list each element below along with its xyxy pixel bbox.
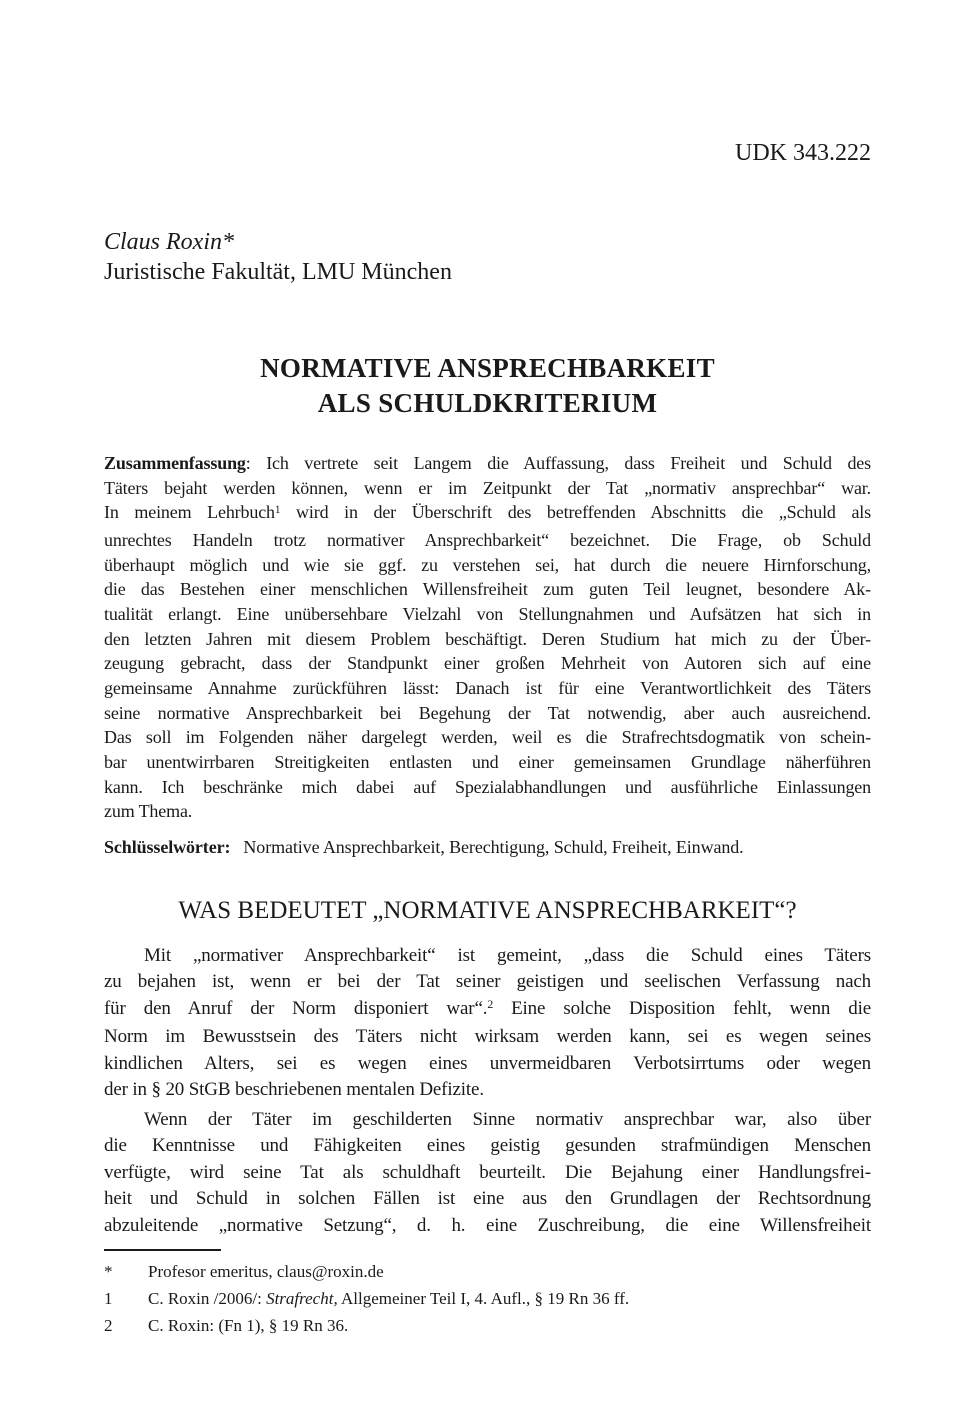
text-segment: der in § 20 StGB beschriebenen mentalen Defizite. <box>104 1079 484 1101</box>
abstract-section <box>104 451 871 824</box>
body-paragraph-2 <box>104 1107 871 1239</box>
text-line <box>104 651 871 676</box>
author-block <box>104 227 871 287</box>
text-segment: kindlichen Alters, sei es wegen eines unvermeidbaren Verbotsirrtums oder wegen <box>104 1052 871 1074</box>
text-line <box>104 775 871 800</box>
text-segment: überhaupt möglich und wie sie ggf. zu verstehen sei, hat durch die neuere Hirnforschung, <box>104 554 871 575</box>
text-segment: verfügte, wird seine Tat als schuldhaft beurteilt. Die Bejahung einer Handlungsfrei- <box>104 1161 871 1183</box>
footnote-item <box>104 1312 871 1339</box>
footnote-marker: 2 <box>104 1316 113 1335</box>
text-line <box>104 1051 871 1077</box>
footnote-marker: 1 <box>104 1289 113 1308</box>
text-segment: In meinem Lehrbuch <box>104 502 275 523</box>
text-segment: C. Roxin: (Fn 1), § 19 Rn 36. <box>148 1316 349 1335</box>
body-paragraph-1 <box>104 943 871 1103</box>
text-line <box>104 799 871 824</box>
text-line <box>104 500 871 528</box>
text-line <box>104 1186 871 1212</box>
text-segment: für den Anruf der Norm disponiert war“. <box>104 997 488 1019</box>
text-segment: Wenn der Täter im geschilderten Sinne normativ ansprechbar war, also über <box>144 1109 871 1130</box>
text-line <box>104 1107 871 1133</box>
article-title-line2: ALS SCHULDKRITERIUM <box>317 388 658 418</box>
text-segment: Allgemeiner Teil I, 4. Aufl., § 19 Rn 36 ff. <box>337 1289 630 1308</box>
text-line <box>104 451 871 476</box>
text-line <box>104 1077 871 1103</box>
footnote-item <box>104 1285 871 1312</box>
text-segment: Mit „normativer Ansprechbarkeit“ ist gemeint, „dass die Schuld eines Täters <box>144 945 871 966</box>
text-segment: wird in der Überschrift des betreffenden Abschnitts die „Schuld als <box>280 502 871 523</box>
text-segment: tualität erlangt. Eine unübersehbare Vielzahl von Stellungnahmen und Aufsätzen hat sich in <box>104 603 871 624</box>
text-line <box>104 1024 871 1050</box>
footnote-text <box>148 1285 871 1312</box>
text-segment: zu bejahen ist, wenn er bei der Tat seiner geistigen und seelischen Verfassung nach <box>104 971 871 993</box>
text-segment: : Ich vertrete seit Langem die Auffassung, dass Freiheit und Schuld des <box>245 453 871 473</box>
keywords-line <box>104 837 871 858</box>
text-line <box>104 676 871 701</box>
text-segment: bar unentwirrbaren Streitigkeiten entlasten und einer gemeinsamen Grundlage näherführen <box>104 751 871 772</box>
text-line <box>104 725 871 750</box>
footnote-reference: 1 <box>274 503 281 516</box>
text-line <box>104 1160 871 1186</box>
text-segment: unrechtes Handeln trotz normativer Ansprechbarkeit“ bezeichnet. Die Frage, ob Schuld <box>104 529 871 550</box>
text-line <box>104 969 871 995</box>
footnote-item <box>104 1258 871 1285</box>
author-name: Claus Roxin* <box>104 229 234 255</box>
text-line <box>104 943 871 969</box>
text-segment: Norm im Bewusstsein des Täters nicht wirksam werden kann, sei es wegen seines <box>104 1026 871 1048</box>
text-line <box>104 577 871 602</box>
text-line <box>104 528 871 553</box>
text-line <box>104 553 871 578</box>
article-title <box>104 351 871 421</box>
text-line <box>104 701 871 726</box>
footnote-reference: 2 <box>487 997 494 1011</box>
keywords-label: Schlüsselwörter: <box>104 837 231 857</box>
footnotes-section <box>104 1258 871 1339</box>
keywords-text: Normative Ansprechbarkeit, Berechtigung, Schuld, Freiheit, Einwand. <box>243 837 744 857</box>
author-affiliation: Juristische Fakultät, LMU München <box>104 259 452 285</box>
article-title-line1: NORMATIVE ANSPRECHBARKEIT <box>260 353 715 383</box>
text-segment: abzuleitende „normative Setzung“, d. h. eine Zuschreibung, die eine Willensfreiheit <box>104 1214 871 1236</box>
text-line <box>104 476 871 501</box>
text-segment: Zusammenfassung <box>104 453 246 473</box>
text-segment: seine normative Ansprechbarkeit bei Begehung der Tat notwendig, aber auch ausreichend. <box>104 702 871 723</box>
text-segment: Eine solche Disposition fehlt, wenn die <box>493 997 871 1019</box>
text-segment: gemeinsame Annahme zurückführen lässt: Danach ist für eine Verantwortlichkeit des Täters <box>104 677 871 698</box>
footnote-marker: * <box>104 1262 113 1281</box>
text-line <box>104 627 871 652</box>
text-segment: heit und Schuld in solchen Fällen ist eine aus den Grundlagen der Rechtsordnung <box>104 1188 871 1210</box>
text-line <box>104 996 871 1024</box>
text-segment: Strafrecht, <box>266 1289 338 1308</box>
footnote-text <box>148 1258 871 1285</box>
text-line <box>104 750 871 775</box>
text-segment: zeugung gebracht, dass der Standpunkt einer großen Mehrheit von Autoren sich auf eine <box>104 653 871 674</box>
text-line <box>104 1133 871 1159</box>
text-segment: die Kenntnisse und Fähigkeiten eines geistig gesunden strafmündigen Menschen <box>104 1135 871 1157</box>
footnote-separator-rule <box>104 1249 221 1251</box>
udk-number: UDK 343.222 <box>735 140 871 166</box>
text-segment: kann. Ich beschränke mich dabei auf Spezialabhandlungen und ausführliche Einlassungen <box>104 776 871 797</box>
text-line <box>104 1213 871 1239</box>
text-segment: die das Bestehen einer menschlichen Willensfreiheit zum guten Teil leugnet, besondere Ak- <box>104 579 871 600</box>
text-segment: Das soll im Folgenden näher dargelegt werden, weil es die Strafrechtsdogmatik von schein- <box>104 727 871 748</box>
footnote-text <box>148 1312 871 1339</box>
text-segment: C. Roxin /2006/: <box>148 1289 267 1308</box>
text-segment: Täters bejaht werden können, wenn er im Zeitpunkt der Tat „normativ ansprechbar“ war. <box>104 477 871 498</box>
text-segment: zum Thema. <box>104 801 193 822</box>
text-segment: Profesor emeritus, claus@roxin.de <box>148 1262 384 1281</box>
section-heading: WAS BEDEUTET „NORMATIVE ANSPRECHBARKEIT“? <box>178 897 797 924</box>
text-line <box>104 602 871 627</box>
text-segment: den letzten Jahren mit diesem Problem beschäftigt. Deren Studium hat mich zu der Über- <box>104 628 871 649</box>
